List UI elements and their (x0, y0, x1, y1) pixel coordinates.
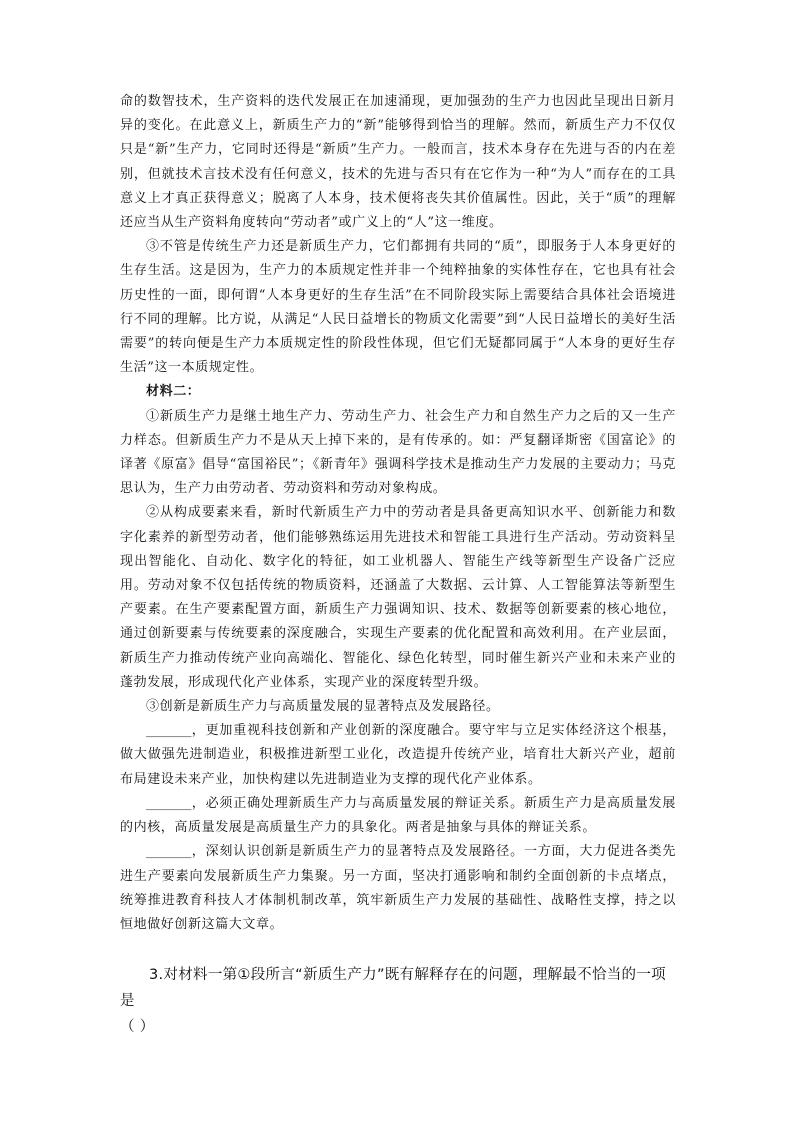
blank-paragraph-3 (120, 840, 676, 937)
paragraph-3: ③不管是传统生产力还是新质生产力，它们都拥有共同的“质”，即服务于人本身更好的生存生活。这是因为，生产力的本质规定性并非一个纯粹抽象的实体性存在，它也具有社会历史性的一面，即何谓“人本身更好的生存生活”在不同阶段实际上需要结合具体社会语境进行不同的理解。比方说，从满足“人民日益增长的物质文化需要”到“人民日益增长的美好生活需要”的转向便是生产力本质规定性的阶段性体现，但它们无疑都同属于“人本身的更好生存生活”这一本质规定性。 (120, 239, 676, 376)
question-stem: 3.对材料一第①段所言“新质生产力”既有解释存在的问题，理解最不恰当的一项是 (120, 967, 666, 1009)
fill-blank: _______ (146, 795, 192, 811)
blank-paragraph-text: ，深刻认识创新是新质生产力的显著特点及发展路径。一方面，大力促进各类先进生产要素向发展新质生产力集聚。另一方面，坚决打通影响和制约全面创新的卡点堵点，统筹推进教育科技人才体制机制改革，筑牢新质生产力发展的基础性、战略性支撑，持之以恒地做好创新这篇大文章。 (120, 844, 676, 932)
material-two-paragraph-1: ①新质生产力是继土地生产力、劳动生产力、社会生产力和自然生产力之后的又一生产力样态。但新质生产力不是从天上掉下来的，是有传承的。如：严复翻译斯密《国富论》的译著《原富》倡导“富国裕民”；《新青年》强调科学技术是推动生产力发展的主要动力；马克思认为，生产力由劳动者、劳动资料和劳动对象构成。 (120, 408, 676, 497)
paragraph-continuation: 命的数智技术，生产资料的迭代发展正在加速涌现，更加强劲的生产力也因此呈现出日新月异的变化。在此意义上，新质生产力的“新”能够得到恰当的理解。然而，新质生产力不仅仅只是“新”生产力，它同时还得是“新质”生产力。一般而言，技术本身存在先进与否的内在差别，但就技术言技术没有任何意义，技术的先进与否只有在它作为一种“为人”而存在的工具意义上才真正获得意义；脱离了人本身，技术便将丧失其价值属性。因此，关于“质”的理解还应当从生产资料角度转向“劳动者”或广义上的“人”这一维度。 (120, 94, 676, 231)
blank-paragraph-1 (120, 719, 676, 792)
answer-bracket: （ ） (120, 1019, 155, 1035)
question-3 (120, 962, 676, 1040)
material-two-paragraph-3: ③创新是新质生产力与高质量发展的显著特点及发展路径。 (146, 699, 500, 715)
article-body (120, 90, 676, 937)
material-two-paragraph-2: ②从构成要素来看，新时代新质生产力中的劳动者是具备更高知识水平、创新能力和数字化素养的新型劳动者，他们能够熟练运用先进技术和智能工具进行生产活动。劳动资料呈现出智能化、自动化、数字化的特征，如工业机器人、智能生产线等新型生产设备广泛应用。劳动对象不仅包括传统的物质资料，还涵盖了大数据、云计算、人工智能算法等新型生产要素。在生产要素配置方面，新质生产力强调知识、技术、数据等创新要素的核心地位，通过创新要素与传统要素的深度融合，实现生产要素的优化配置和高效利用。在产业层面，新质生产力推动传统产业向高端化、智能化、绿色化转型，同时催生新兴产业和未来产业的蓬勃发展，形成现代化产业体系，实现产业的深度转型升级。 (120, 505, 676, 690)
blank-paragraph-2 (120, 792, 676, 840)
fill-blank: _______ (146, 844, 192, 860)
blank-paragraph-text: ，必须正确处理新质生产力与高质量发展的辩证关系。新质生产力是高质量发展的内核，高质量发展是高质量生产力的具象化。两者是抽象与具体的辩证关系。 (120, 795, 676, 836)
fill-blank: _______ (146, 723, 192, 739)
blank-paragraph-text: ，更加重视科技创新和产业创新的深度融合。要守牢与立足实体经济这个根基，做大做强先进制造业，积极推进新型工业化，改造提升传统产业，培育壮大新兴产业，超前布局建设未来产业，加快构建以先进制造业为支撑的现代化产业体系。 (120, 723, 676, 787)
material-two-heading: 材料二： (146, 384, 201, 400)
